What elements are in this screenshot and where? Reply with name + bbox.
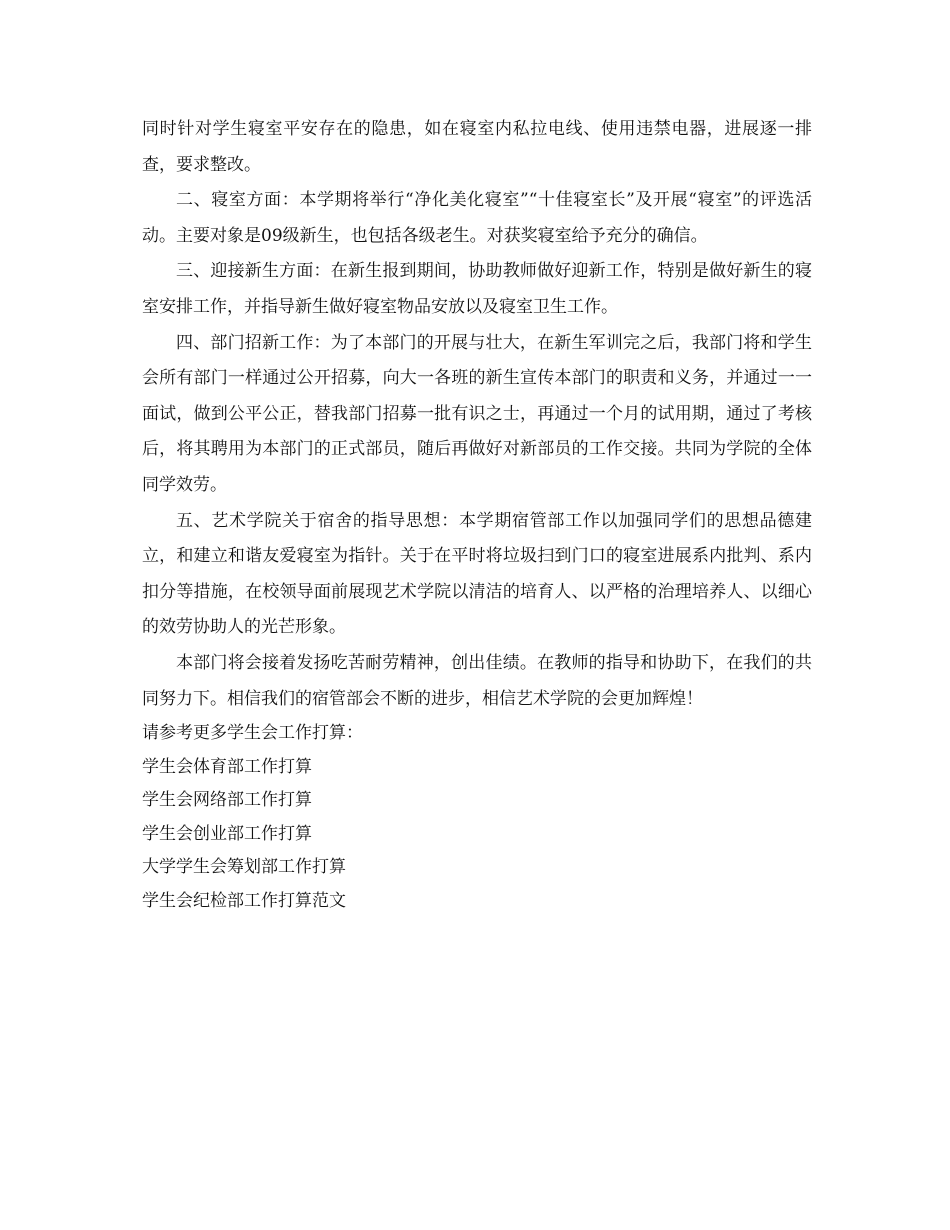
related-plan-link-network[interactable]: 学生会网络部工作打算 <box>142 790 312 811</box>
paragraph-recruitment: 四、部门招新工作：为了本部门的开展与壮大，在新生军训完之后，我部门将和学生会所有部门一样通过公开招募，向大一各班的新生宣传本部门的职责和义务，并通过一一面试，做到公平公正，替我部门招募一批有识之士，再通过一个月的试用期，通过了考核后，将其聘用为本部门的正式部员，随后再做好对新部员的工作交接。共同为学院的全体同学效劳。 <box>142 332 812 495</box>
document-body <box>142 112 812 918</box>
paragraph-dormitory: 二、寝室方面：本学期将举行“净化美化寝室”“十佳寝室长”及开展“寝室”的评选活动。主要对象是09级新生，也包括各级老生。对获奖寝室给予充分的确信。 <box>142 190 812 246</box>
related-plan-link-planning[interactable]: 大学学生会筹划部工作打算 <box>142 857 346 878</box>
paragraph-guiding-idea: 五、艺术学院关于宿舍的指导思想：本学期宿管部工作以加强同学们的思想品德建立，和建立和谐友爱寝室为指针。关于在平时将垃圾扫到门口的寝室进展系内批判、系内扣分等措施，在校领导面前展现艺术学院以清洁的培育人、以严格的治理培养人、以细心的效劳协助人的光芒形象。 <box>142 510 812 638</box>
paragraph-new-students: 三、迎接新生方面：在新生报到期间，协助教师做好迎新工作，特别是做好新生的寝室安排工作，并指导新生做好寝室物品安放以及寝室卫生工作。 <box>142 261 812 317</box>
related-plan-link-entrepreneurship[interactable]: 学生会创业部工作打算 <box>142 823 312 844</box>
paragraph-conclusion: 本部门将会接着发扬吃苦耐劳精神，创出佳绩。在教师的指导和协助下，在我们的共同努力下。相信我们的宿管部会不断的进步，相信艺术学院的会更加辉煌！ <box>142 652 812 709</box>
paragraph-continuation: 同时针对学生寝室平安存在的隐患，如在寝室内私拉电线、使用违禁电器，进展逐一排查，要求整改。 <box>142 119 812 175</box>
related-plan-link-sports[interactable]: 学生会体育部工作打算 <box>142 756 312 777</box>
related-plans-list <box>142 751 812 919</box>
related-plan-link-discipline[interactable]: 学生会纪检部工作打算范文 <box>142 890 346 911</box>
more-plans-intro: 请参考更多学生会工作打算： <box>142 723 363 744</box>
